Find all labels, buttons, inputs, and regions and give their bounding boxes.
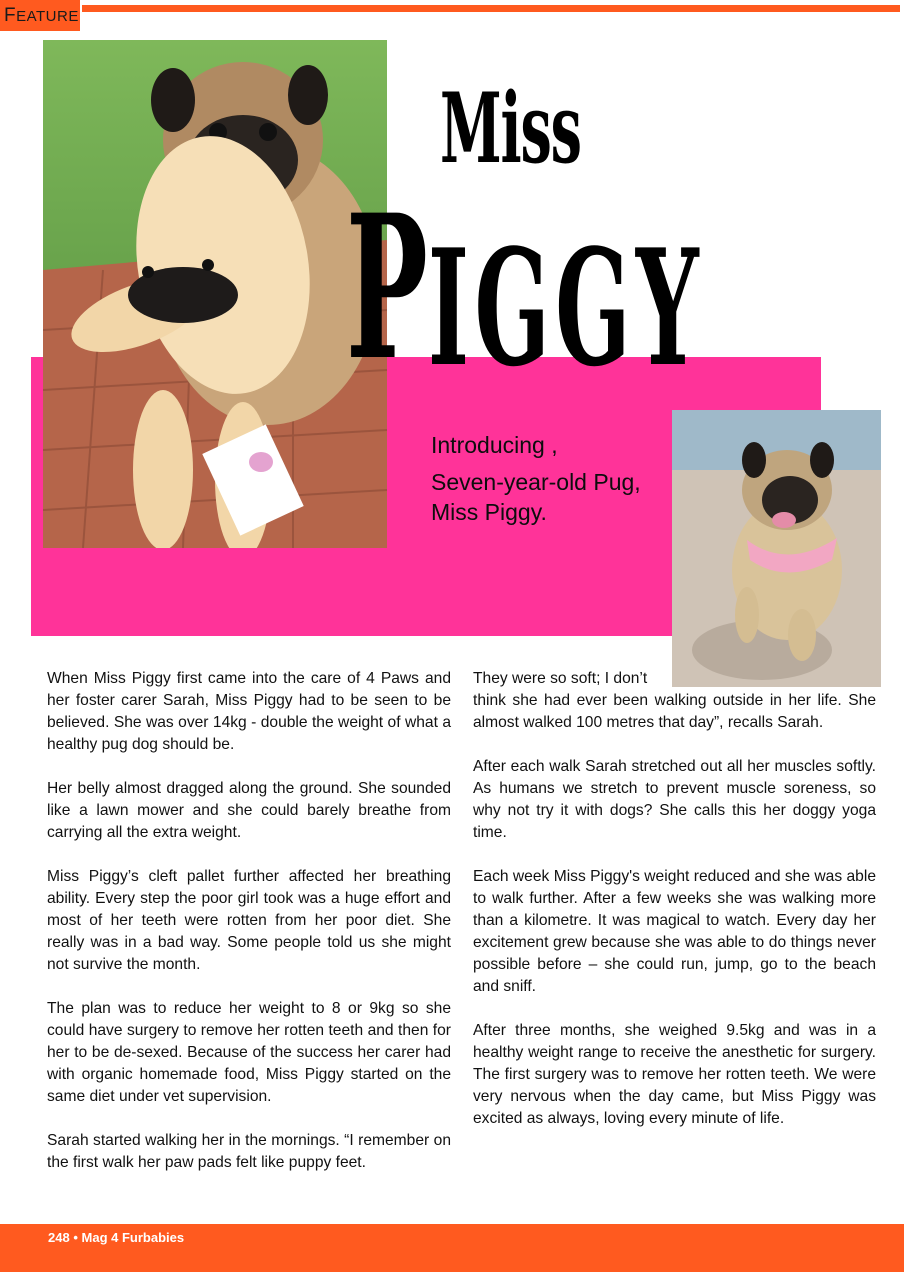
footer-separator: •	[73, 1230, 78, 1245]
title-piggy-rest: IGGY	[427, 214, 705, 402]
footer-text	[48, 1230, 184, 1246]
page-number: 248	[48, 1230, 70, 1245]
article-paragraph: Miss Piggy’s cleft pallet further affected her breathing ability. Every step the poor girl took was a huge effort and most of her teeth were rotten from her poor diet. She really was in a bad way. Some people told us she might not survive the month.	[47, 868, 451, 973]
section-label-rest: EATURE	[16, 8, 79, 25]
article-paragraph: Sarah started walking her in the mornings. “I remember on the first walk her paw pads felt like puppy feet.	[47, 1132, 451, 1171]
intro-text	[431, 430, 671, 534]
intro-line-2: Seven-year-old Pug, Miss Piggy.	[431, 469, 641, 525]
article-paragraph-continued: think she had ever been walking outside in her life. She almost walked 100 metres that day”, recalls Sarah.	[473, 692, 876, 731]
intro-line-1: Introducing ,	[431, 432, 558, 458]
publication-name: Mag 4 Furbabies	[81, 1230, 185, 1245]
pug-on-beach-illustration	[672, 410, 881, 687]
title-line-piggy	[346, 171, 705, 404]
section-label	[0, 0, 80, 31]
main-photo	[43, 40, 387, 548]
article-paragraph: Her belly almost dragged along the ground. She sounded like a lawn mower and she could barely breathe from carrying all the extra weight.	[47, 780, 451, 841]
header-rule	[82, 5, 900, 12]
article-right-column	[473, 668, 876, 1152]
article-paragraph: After three months, she weighed 9.5kg and was in a healthy weight range to receive the anesthetic for surgery. The first surgery was to remove her rotten teeth. We were very nervous when the day came, but Miss Piggy was excited as always, loving every minute of life.	[473, 1022, 876, 1127]
article-paragraph: The plan was to reduce her weight to 8 or 9kg so she could have surgery to remove her rotten teeth and then for her to be de-sexed. Because of the success her carer had with organic homemade food, Miss Piggy started on the same diet under vet supervision.	[47, 1000, 451, 1105]
article-paragraph: Each week Miss Piggy's weight reduced and she was able to walk further. After a few weeks she was walking more than a kilometre. It was magical to watch. Every day her excitement grew because she was able to do things never possible before – she could run, jump, go to the beach and sniff.	[473, 868, 876, 995]
section-label-initial: F	[4, 5, 17, 26]
title-piggy-initial: P	[346, 171, 428, 404]
article-paragraph: After each walk Sarah stretched out all her muscles softly. As humans we stretch to prevent muscle soreness, so why not try it with dogs? She calls this her doggy yoga time.	[473, 758, 876, 841]
article-paragraph-lead: They were so soft; I don’t	[473, 670, 648, 687]
title-line-miss: Miss	[440, 72, 581, 185]
article-paragraph: When Miss Piggy first came into the care of 4 Paws and her foster carer Sarah, Miss Piggy had to be seen to be believed. She was over 14kg - double the weight of what a healthy pug dog should be.	[47, 670, 451, 753]
beach-photo	[672, 410, 881, 687]
pug-with-toy-illustration	[43, 40, 387, 548]
article-left-column	[47, 668, 451, 1196]
